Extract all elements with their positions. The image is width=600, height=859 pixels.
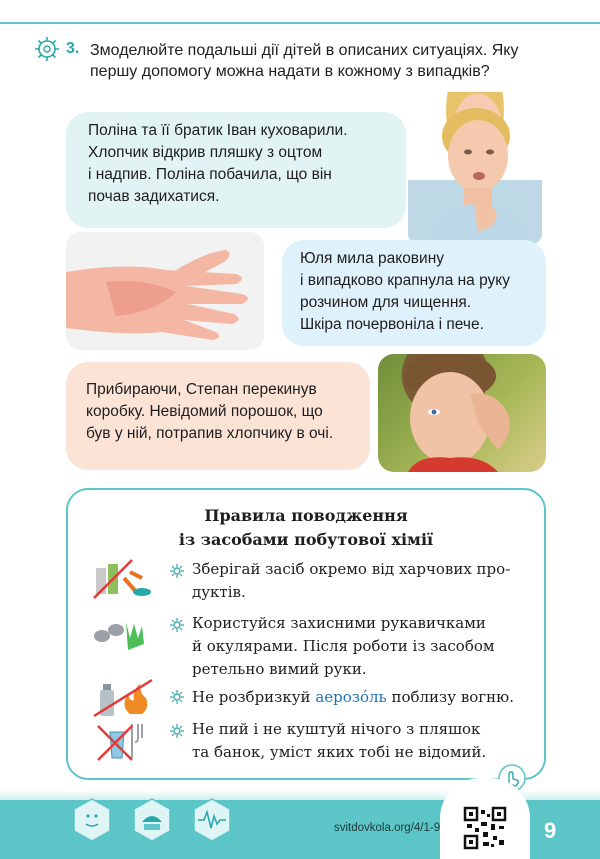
rule-item (192, 686, 542, 709)
rules-title (66, 504, 546, 552)
task-instruction (90, 40, 570, 82)
rule-line: дуктів. (192, 583, 246, 601)
task-line: Змоделюйте подальші дії дітей в описаних ситуаціях. Яку (90, 42, 519, 59)
bubble-line: і випадково крапнула на руку (300, 272, 511, 289)
rule-text: поблизу вогню. (386, 688, 514, 706)
no-drinking-icon (92, 720, 154, 762)
bubble-line: Шкіра почервоніла і пече. (300, 316, 484, 333)
rule-item (192, 718, 542, 764)
situation-bubble-3 (66, 362, 370, 470)
rule-line: Не пий і не куштуй нічого з пляшок (192, 720, 481, 738)
gloves-goggles-icon (92, 614, 154, 656)
qr-code-panel (440, 778, 530, 859)
bubble-line: Прибираючи, Степан перекинув (86, 381, 317, 398)
hexagon-screen-icon (132, 798, 172, 842)
no-food-storage-icon (92, 558, 154, 600)
rule-text: Не розбризкуй (192, 688, 316, 706)
situation-bubble-1 (66, 112, 406, 228)
rule-item (192, 558, 542, 604)
bubble-line: був у ній, потрапив хлопчику в очі. (86, 425, 334, 442)
photo-red-hand (66, 232, 264, 350)
hexagon-soundwave-icon (192, 798, 232, 842)
sun-bullet-icon (170, 690, 184, 704)
situation-bubble-2 (282, 240, 546, 346)
page-number: 9 (544, 818, 557, 843)
sun-bullet-icon (170, 618, 184, 632)
rule-line: Зберігай засіб окремо від харчових про- (192, 560, 511, 578)
task-line: першу допомогу можна надати в кожному з випадків? (90, 63, 490, 80)
boy-rubbing-eye-illustration (378, 354, 546, 472)
red-hand-illustration (66, 232, 264, 350)
qr-code-icon[interactable] (463, 806, 507, 850)
footer-url[interactable]: svitdovkola.org/4/1-9 (334, 822, 441, 834)
bubble-line: почав задихатися. (88, 188, 220, 205)
sun-bullet-icon (170, 724, 184, 738)
no-aerosol-near-fire-icon (92, 676, 154, 718)
rule-line: та банок, уміст яких тобі не відомий. (192, 743, 487, 761)
bubble-line: Юля мила раковину (300, 250, 445, 267)
rule-line: ретельно вимий руки. (192, 660, 367, 678)
bubble-line: і надпив. Поліна побачила, що він (88, 166, 332, 183)
top-divider (0, 22, 600, 24)
rule-item (192, 612, 542, 681)
aerosol-term: аерозóль (315, 688, 387, 706)
rules-title-line: із засобами побутової хімії (178, 530, 434, 549)
photo-boy-choking (408, 92, 542, 244)
gear-puzzle-icon (34, 36, 60, 62)
sun-bullet-icon (170, 564, 184, 578)
rule-line: й окулярами. Після роботи із засобом (192, 637, 495, 655)
bubble-line: коробку. Невідомий порошок, що (86, 403, 323, 420)
rule-line: Користуйся захисними рукавичками (192, 614, 486, 632)
boy-choking-illustration (408, 92, 542, 244)
bubble-line: Поліна та її братик Іван куховарили. (88, 122, 348, 139)
task-number: 3. (66, 40, 80, 57)
rules-title-line: Правила поводження (204, 506, 408, 525)
bubble-line: Хлопчик відкрив пляшку з оцтом (88, 144, 323, 161)
hexagon-face-icon (72, 798, 112, 842)
photo-boy-rubbing-eye (378, 354, 546, 472)
bubble-line: розчином для чищення. (300, 294, 472, 311)
